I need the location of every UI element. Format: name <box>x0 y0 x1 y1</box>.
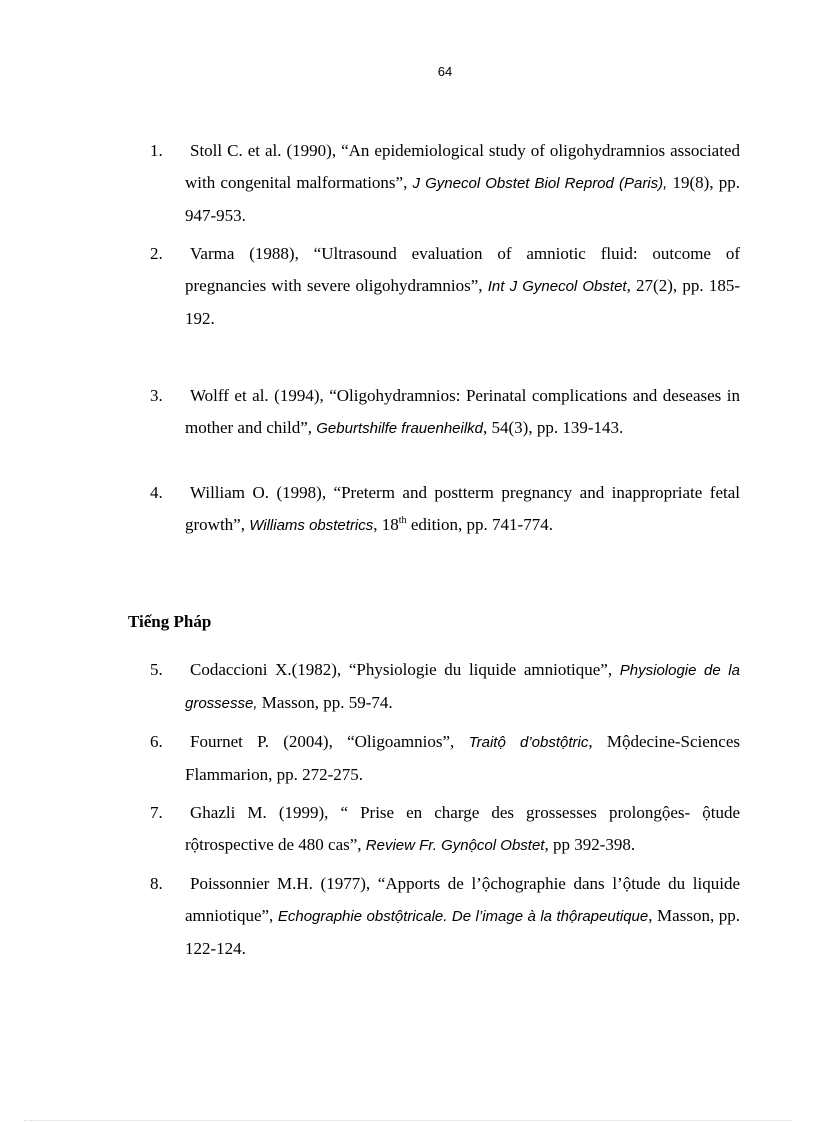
reference-number: 8. <box>150 874 163 893</box>
reference-text: Varma (1988), “Ultrasound evaluation of amniotic fluid: outcome of pregnancies with severe oligohydramnios”, Int J Gynecol Obstet, 27(2), pp. 185-192. <box>185 244 740 328</box>
footer-divider <box>24 1120 792 1121</box>
reference-text: Ghazli M. (1999), “ Prise en charge des grossesses prolongộes- ộtude rộtrospective de 480 cas”, Review Fr. Gynộcol Obstet, pp 392-398. <box>185 803 740 854</box>
reference-item-7 <box>150 797 740 862</box>
reference-number: 2. <box>150 244 163 263</box>
reference-item-6 <box>150 726 740 791</box>
reference-item-1 <box>150 135 740 232</box>
journal-title: Geburtshilfe frauenheilkd <box>316 420 484 437</box>
reference-number: 6. <box>150 732 163 751</box>
edition-superscript: th <box>398 515 407 526</box>
journal-title: J Gynecol Obstet Biol Reprod (Paris), <box>412 175 668 192</box>
reference-item-3 <box>150 380 740 445</box>
reference-item-2 <box>150 238 740 335</box>
reference-text: Stoll C. et al. (1990), “An epidemiological study of oligohydramnios associated with congenital malformations”, J Gynecol Obstet Biol Reprod (Paris), 19(8), pp. 947-953. <box>185 141 741 225</box>
reference-text: Wolff et al. (1994), “Oligohydramnios: Perinatal complications and deseases in mother and child”, Geburtshilfe frauenheilkd, 54(3), pp. 139-143. <box>185 386 740 437</box>
journal-title: Traitộ d’obstộtric <box>468 734 589 751</box>
page-number: 64 <box>437 64 453 79</box>
reference-text: Codaccioni X.(1982), “Physiologie du liquide amniotique”, Physiologie de la grossesse, Masson, pp. 59-74. <box>185 660 740 712</box>
journal-title: Physiologie de la grossesse, <box>185 662 740 712</box>
journal-title: Int J Gynecol Obstet <box>487 278 627 295</box>
reference-item-5 <box>150 654 740 720</box>
reference-item-4 <box>150 477 740 542</box>
reference-text: William O. (1998), “Preterm and postterm pregnancy and inappropriate fetal growth”, Williams obstetrics, 18th edition, pp. 741-774. <box>185 483 740 534</box>
reference-number: 5. <box>150 660 163 679</box>
reference-number: 4. <box>150 483 163 502</box>
reference-text: Poissonnier M.H. (1977), “Apports de l’ộchographie dans l’ộtude du liquide amniotique”, Echographie obstộtricale. De l’image à la thộrapeutique, Masson, pp. 122-124. <box>185 874 741 958</box>
reference-number: 1. <box>150 141 163 160</box>
section-heading-french: Tiếng Pháp <box>128 612 212 631</box>
reference-number: 3. <box>150 386 163 405</box>
reference-item-8 <box>150 868 740 965</box>
journal-title: Review Fr. Gynộcol Obstet <box>365 837 545 854</box>
reference-text: Fournet P. (2004), “Oligoamnios”, Traitộ d’obstộtric, Mộdecine-Sciences Flammarion, pp. 272-275. <box>185 732 740 784</box>
journal-title: Williams obstetrics <box>249 517 374 534</box>
journal-title: Echographie obstộtricale. De l’image à la thộrapeutique <box>277 908 649 925</box>
reference-number: 7. <box>150 803 163 822</box>
